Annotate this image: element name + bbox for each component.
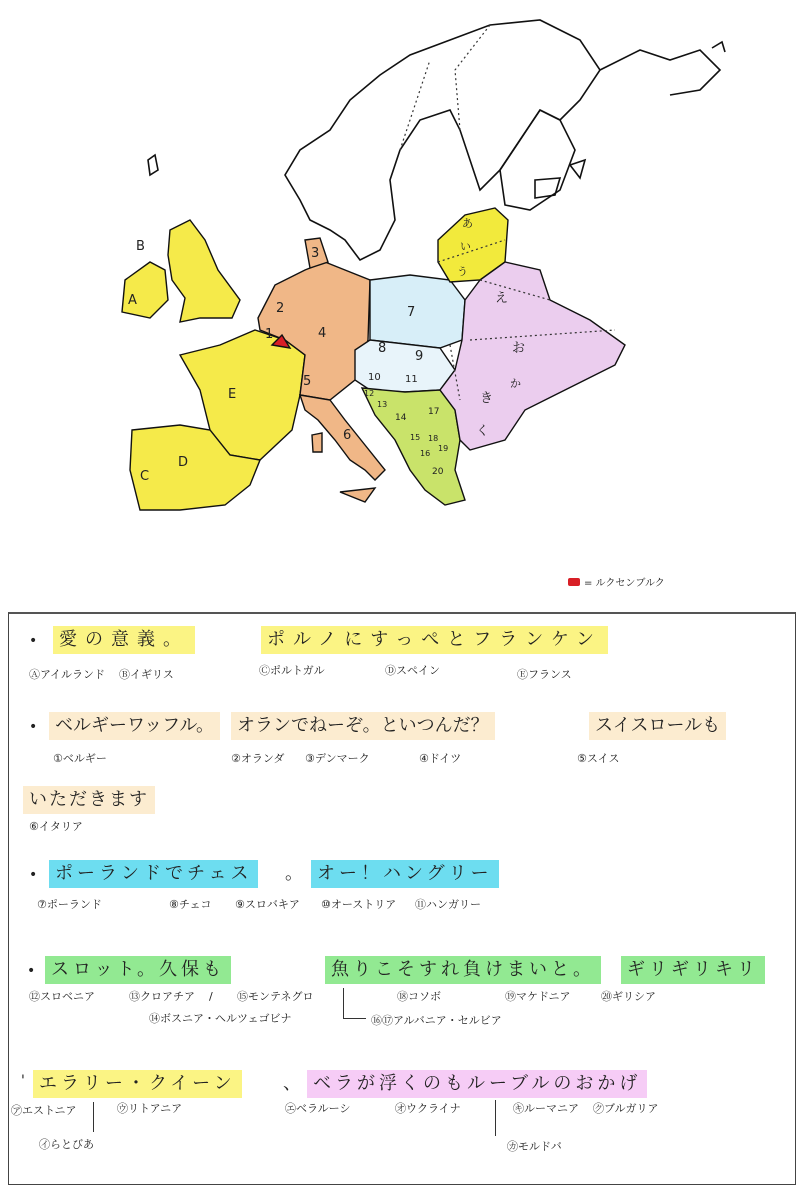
label-18: 18	[428, 434, 439, 443]
annotation: Ⓒポルトガル	[259, 664, 325, 677]
label-15: 15	[410, 433, 421, 442]
connector-line	[343, 988, 366, 1019]
label-12: 12	[364, 389, 375, 398]
label-a: あ	[462, 217, 473, 230]
label-6: 6	[343, 428, 352, 443]
finland-outline	[500, 110, 575, 210]
label-4: 4	[318, 326, 327, 341]
annotation: ㋑らとびあ	[39, 1138, 94, 1151]
region-sicily	[340, 488, 375, 502]
annotation: ㋓ベラルーシ	[285, 1102, 351, 1115]
label-ki: き	[480, 391, 494, 406]
legend-label: = ルクセンブルク	[584, 578, 665, 589]
label-E: E	[228, 387, 237, 402]
annotation: ②オランダ	[231, 752, 285, 765]
annotation: ⑪ハンガリー	[415, 898, 481, 911]
region-east	[440, 262, 625, 450]
region-uk	[168, 220, 240, 322]
annotation: Ⓔフランス	[517, 668, 572, 681]
label-5: 5	[303, 374, 312, 389]
mnemonic-segment: 、	[283, 1073, 305, 1094]
label-D: D	[178, 455, 189, 470]
annotation: Ⓐアイルランド	[29, 668, 106, 681]
mnemonic-segment: オランでねーぞ。といつんだ？	[231, 712, 495, 740]
label-3: 3	[311, 246, 320, 261]
annotation: ⑬クロアチア	[129, 990, 195, 1003]
label-17: 17	[428, 407, 440, 417]
label-A: A	[128, 293, 137, 308]
annotation: Ⓑイギリス	[119, 668, 174, 681]
mnemonic-segment: 。	[285, 863, 307, 884]
label-7: 7	[407, 305, 416, 320]
russia-coast	[600, 50, 720, 95]
region-sardinia	[312, 433, 322, 452]
label-8: 8	[378, 341, 387, 356]
mnemonic-segment: いただきます	[23, 786, 155, 814]
annotation: ⑳ギリシア	[601, 990, 656, 1003]
luxembourg-swatch	[568, 578, 580, 586]
annotation: ⑨スロバキア	[235, 898, 300, 911]
annotation: ⑱コソボ	[397, 990, 441, 1003]
label-1: 1	[265, 327, 274, 342]
iceland-outline	[148, 155, 158, 175]
annotation: ⑤スイス	[577, 752, 620, 765]
mnemonic-segment: ポーランドでチェス	[49, 860, 258, 888]
annotation: Ⓓスペイン	[385, 664, 440, 677]
annotation: ⑲マケドニア	[505, 990, 571, 1003]
label-9: 9	[415, 349, 424, 364]
mnemonic-segment: 愛の意義。	[53, 626, 195, 654]
label-10: 10	[368, 372, 381, 383]
bullet: •	[29, 867, 38, 883]
label-11: 11	[405, 374, 418, 385]
label-20: 20	[432, 467, 444, 477]
mnemonic-segment: ベラが浮くのもルーブルのおかげ	[307, 1070, 647, 1098]
label-16: 16	[420, 449, 431, 458]
annotation: ㋒リトアニア	[117, 1102, 183, 1115]
annotation: ㋕モルドバ	[507, 1140, 562, 1153]
annotation: ①ベルギー	[53, 752, 107, 765]
annotation: ③デンマーク	[305, 752, 370, 765]
coast-c-right	[712, 42, 725, 52]
bullet: •	[27, 963, 36, 979]
annotation: ㋔ウクライナ	[395, 1102, 461, 1115]
annotation: ㋐エストニア	[11, 1104, 77, 1117]
label-14: 14	[395, 413, 407, 423]
mnemonic-segment: ベルギーワッフル。	[49, 712, 220, 740]
mnemonic-segment: スイスロールも	[589, 712, 726, 740]
annotation: ⑭ボスニア・ヘルツェゴビナ	[149, 1012, 292, 1025]
label-i: い	[460, 240, 471, 253]
connector-line	[495, 1100, 496, 1136]
mnemonic-segment: 魚りこそすれ負けまいと。	[325, 956, 601, 984]
annotation: ⑦ポーランド	[37, 898, 102, 911]
mnemonic-segment: ポルノにすっぺとフランケン	[261, 626, 608, 654]
label-C: C	[140, 469, 150, 484]
bullet: •	[29, 719, 38, 735]
mnemonic-segment: エラリー・クイーン	[33, 1070, 242, 1098]
scandinavia-outline	[285, 20, 600, 260]
annotation-slash: /	[209, 990, 213, 1003]
annotation: ⑥イタリア	[29, 820, 83, 833]
island-outline	[535, 178, 560, 198]
label-o: お	[512, 341, 526, 356]
bullet: •	[29, 633, 38, 649]
mnemonic-segment: ギリギリキリ	[621, 956, 765, 984]
label-u: う	[457, 265, 468, 278]
label-19: 19	[438, 444, 449, 453]
annotation: ⑫スロベニア	[29, 990, 95, 1003]
annotation: ⑮モンテネグロ	[237, 990, 314, 1003]
annotation: ㋗ブルガリア	[593, 1102, 659, 1115]
bullet: '	[21, 1073, 25, 1089]
annotation: ⑧チェコ	[169, 898, 212, 911]
region-poland	[370, 275, 465, 348]
label-ka: か	[510, 377, 521, 390]
annotation: ⑩オーストリア	[321, 898, 397, 911]
mnemonic-segment: スロット。久保も	[45, 956, 231, 984]
island-outline-2	[570, 160, 585, 178]
region-ireland	[122, 262, 168, 318]
annotation: ④ドイツ	[419, 752, 462, 765]
label-13: 13	[377, 400, 388, 409]
map-legend	[568, 574, 665, 589]
annotation: ㋖ルーマニア	[513, 1102, 579, 1115]
mnemonic-segment: オー！ハングリー	[311, 860, 499, 888]
label-e: え	[495, 291, 509, 306]
label-2: 2	[276, 301, 285, 316]
annotation: ⑯⑰アルバニア・セルビア	[371, 1014, 502, 1027]
connector-line	[93, 1102, 94, 1132]
label-ku: く	[476, 424, 490, 439]
mnemonic-notes	[8, 612, 796, 1185]
label-B: B	[136, 239, 145, 254]
